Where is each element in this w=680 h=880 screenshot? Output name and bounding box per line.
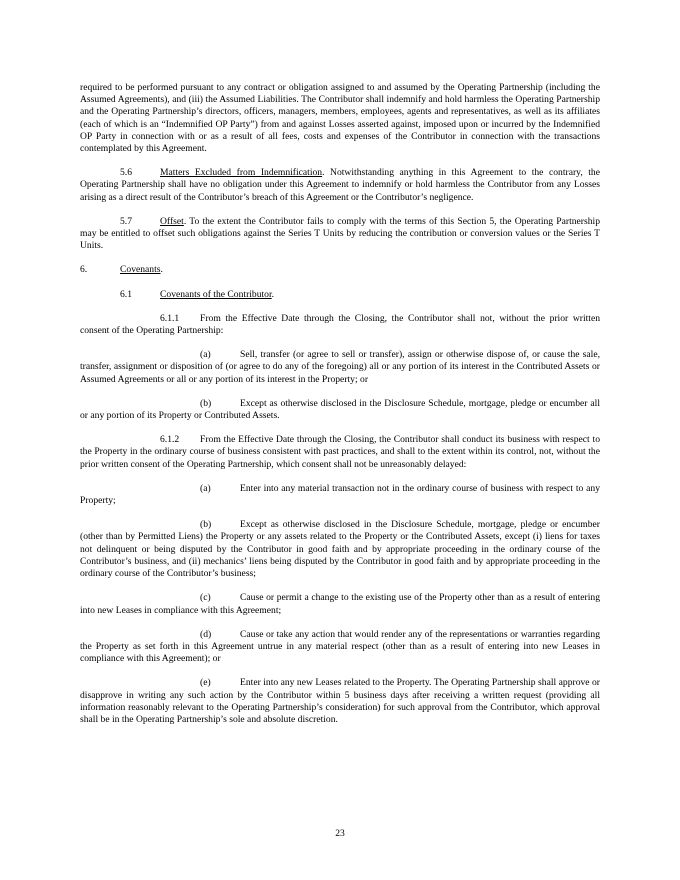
clause-6-1-2-d [80,629,600,666]
clause-text: Cause or permit a change to the existing use of the Property other than as a result of entering into new Leases in compliance with this Agreement; [80,592,600,616]
clause-text: Except as otherwise disclosed in the Disclosure Schedule, mortgage, pledge or encumber (other than by Permitted Liens) the Property or any assets related to the Property or the Contributed Assets, except (i) liens for taxes not delinquent or being disputed by the Contributor in good faith and by appropriate proceeding in the ordinary course of the Contributor’s business, and (ii) mechanics’ liens being disputed by the Contributor in good faith and by appropriate proceeding in the ordinary course of the Contributor’s business; [80,519,600,580]
clause-text: Enter into any new Leases related to the Property. The Operating Partnership shall approve or disapprove in writing any such action by the Contributor within 5 business days after receiving a written request (providing all information reasonably relevant to the Operating Partnership’s consideration) for such approval from the Contributor, which approval shall be in the Operating Partnership’s sole and absolute discretion. [80,677,600,725]
section-text: . [271,288,275,300]
section-6-1-1 [80,313,600,337]
clause-6-1-2-c [80,592,600,616]
section-6-1 [80,289,600,301]
clause-number: (a) [200,349,211,361]
clause-number: (c) [200,592,211,604]
clause-6-1-1-a [80,349,600,386]
section-heading: Covenants [120,264,161,276]
section-number: 5.6 [120,167,132,179]
section-heading: Covenants of the Contributor [160,288,272,300]
clause-text: Cause or take any action that would render any of the representations or warranties regarding the Property as set forth in this Agreement untrue in any material respect (other than as a result of entering into new Leases in compliance with this Agreement); or [80,628,600,665]
clause-text: Except as otherwise disclosed in the Disclosure Schedule, mortgage, pledge or encumber all or any portion of its Property or Contributed Assets. [80,397,600,422]
clause-6-1-2-e [80,677,600,726]
section-heading: Matters Excluded from Indemnification [160,167,323,179]
section-text: From the Effective Date through the Closing, the Contributor shall not, without the prior written consent of the Operating Partnership: [80,312,600,337]
section-number: 6.1.2 [160,434,180,446]
section-text: . Notwithstanding anything in this Agreement to the contrary, the Operating Partnership shall have no obligation under this Agreement to indemnify or hold harmless the Contributor from any Losses arising as a direct result of the Contributor’s breach of this Agreement or the Contributor’s negligence. [80,167,600,203]
clause-number: (b) [200,519,212,531]
section-text: . To the extent the Contributor fails to comply with the terms of this Section 5, the Operating Partnership may be entitled to offset such obligations against the Series T Units by reducing the contribution or conversion values or the Series T Units. [80,215,600,252]
section-number: 6. [80,264,88,276]
clause-text: Enter into any material transaction not in the ordinary course of business with respect to any Property; [80,482,600,507]
section-heading: Offset [160,215,184,227]
section-text: From the Effective Date through the Closing, the Contributor shall conduct its business with respect to the Property in the ordinary course of business consistent with past practices, and shall to the extent within its control, not, without the prior written consent of the Operating Partnership, which consent shall not be unreasonably delayed: [80,434,600,470]
section-5-6 [80,167,600,204]
section-text: . [160,264,163,276]
section-number: 6.1 [120,288,132,300]
section-5-7 [80,216,600,253]
paragraph-intro: required to be performed pursuant to any contract or obligation assigned to and assumed by the Operating Partnership (including the Assumed Agreements), and (iii) the Assumed Liabilities. The Contributor shall indemnify and hold harmless the Operating Partnership and the Operating Partnership’s directors, officers, managers, members, employees, agents and representatives, as well as its affiliates (each of which is an “Indemnified OP Party”) from and against Losses asserted against, imposed upon or incurred by the Indemnified OP Party in connection with or as a result of all fees, costs and expenses of the Contributor in connection with the transactions contemplated by this Agreement. [80,82,600,155]
clause-number: (a) [200,482,211,494]
clause-number: (b) [200,397,212,409]
clause-number: (e) [200,677,211,689]
page-number: 23 [335,828,345,839]
section-number: 5.7 [120,215,132,227]
clause-6-1-1-b [80,398,600,422]
section-6-1-2 [80,434,600,471]
page-body [80,82,600,738]
clause-text: Sell, transfer (or agree to sell or transfer), assign or otherwise dispose of, or cause the sale, transfer, assignment or disposition of (or agree to do any of the foregoing) all or any portion of its interest in the Contributed Assets or Assumed Agreements or all or any portion of its interest in the Property; or [80,349,600,385]
clause-6-1-2-a [80,483,600,507]
section-number: 6.1.1 [160,312,180,324]
clause-number: (d) [200,628,212,640]
clause-6-1-2-b [80,519,600,580]
section-6 [80,264,600,276]
